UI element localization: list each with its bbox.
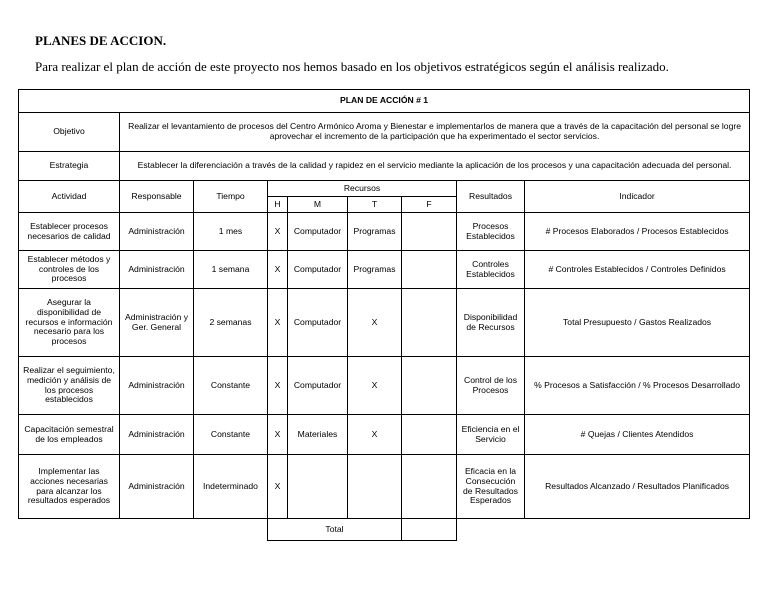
total-label: Total <box>268 519 402 541</box>
cell-resultados: Controles Establecidos <box>457 251 525 289</box>
header-m: M <box>288 197 348 213</box>
cell-f <box>402 357 457 415</box>
cell-f <box>402 415 457 455</box>
cell-indicador: Resultados Alcanzado / Resultados Planificados <box>525 455 750 519</box>
cell-h: X <box>268 289 288 357</box>
cell-f <box>402 251 457 289</box>
cell-t: Programas <box>348 251 402 289</box>
cell-tiempo: 1 semana <box>194 251 268 289</box>
objetivo-text: Realizar el levantamiento de procesos del Centro Armónico Aroma y Bienestar e implementarlos de manera que a través de la capacitación del personal se logre aprovechar el incremento de la participación que ha experimentado el sector servicios. <box>120 113 750 152</box>
cell-tiempo: 1 mes <box>194 213 268 251</box>
estrategia-label: Estrategia <box>19 152 120 181</box>
total-value <box>402 519 457 541</box>
cell-tiempo: Constante <box>194 357 268 415</box>
table-row <box>19 357 750 415</box>
total-spacer-right <box>457 519 750 541</box>
cell-indicador: Total Presupuesto / Gastos Realizados <box>525 289 750 357</box>
cell-resultados: Procesos Establecidos <box>457 213 525 251</box>
cell-actividad: Asegurar la disponibilidad de recursos e información necesario para los procesos <box>19 289 120 357</box>
cell-h: X <box>268 213 288 251</box>
cell-m: Computador <box>288 251 348 289</box>
cell-resultados: Disponibilidad de Recursos <box>457 289 525 357</box>
table-row <box>19 415 750 455</box>
cell-indicador: # Procesos Elaborados / Procesos Establecidos <box>525 213 750 251</box>
cell-responsable: Administración <box>120 213 194 251</box>
header-recursos: Recursos <box>268 181 457 197</box>
cell-t <box>348 455 402 519</box>
cell-m: Computador <box>288 213 348 251</box>
cell-m <box>288 455 348 519</box>
cell-t: X <box>348 415 402 455</box>
cell-indicador: # Controles Establecidos / Controles Definidos <box>525 251 750 289</box>
cell-resultados: Eficacia en la Consecución de Resultados Esperados <box>457 455 525 519</box>
cell-actividad: Establecer métodos y controles de los procesos <box>19 251 120 289</box>
table-row <box>19 251 750 289</box>
cell-actividad: Realizar el seguimiento, medición y análisis de los procesos establecidos <box>19 357 120 415</box>
intro-paragraph: Para realizar el plan de acción de este proyecto nos hemos basado en los objetivos estratégicos según el análisis realizado. <box>35 59 669 74</box>
page-heading: PLANES DE ACCION. <box>35 33 167 48</box>
header-responsable: Responsable <box>120 181 194 213</box>
cell-t: X <box>348 357 402 415</box>
plan-title: PLAN DE ACCIÓN # 1 <box>19 90 750 113</box>
cell-h: X <box>268 251 288 289</box>
header-indicador: Indicador <box>525 181 750 213</box>
total-spacer <box>19 519 268 541</box>
header-f: F <box>402 197 457 213</box>
cell-indicador: # Quejas / Clientes Atendidos <box>525 415 750 455</box>
cell-resultados: Eficiencia en el Servicio <box>457 415 525 455</box>
table-row <box>19 289 750 357</box>
cell-responsable: Administración y Ger. General <box>120 289 194 357</box>
header-actividad: Actividad <box>19 181 120 213</box>
action-plan-table <box>18 89 750 541</box>
header-t: T <box>348 197 402 213</box>
cell-responsable: Administración <box>120 251 194 289</box>
cell-m: Materiales <box>288 415 348 455</box>
cell-m: Computador <box>288 357 348 415</box>
header-resultados: Resultados <box>457 181 525 213</box>
cell-tiempo: Indeterminado <box>194 455 268 519</box>
cell-f <box>402 289 457 357</box>
cell-h: X <box>268 415 288 455</box>
cell-actividad: Establecer procesos necesarios de calidad <box>19 213 120 251</box>
cell-resultados: Control de los Procesos <box>457 357 525 415</box>
cell-tiempo: 2 semanas <box>194 289 268 357</box>
cell-responsable: Administración <box>120 415 194 455</box>
cell-t: Programas <box>348 213 402 251</box>
header-h: H <box>268 197 288 213</box>
cell-responsable: Administración <box>120 357 194 415</box>
cell-f <box>402 455 457 519</box>
table-row <box>19 455 750 519</box>
cell-h: X <box>268 455 288 519</box>
cell-indicador: % Procesos a Satisfacción / % Procesos Desarrollado <box>525 357 750 415</box>
cell-f <box>402 213 457 251</box>
cell-m: Computador <box>288 289 348 357</box>
cell-actividad: Implementar las acciones necesarias para alcanzar los resultados esperados <box>19 455 120 519</box>
cell-actividad: Capacitación semestral de los empleados <box>19 415 120 455</box>
cell-tiempo: Constante <box>194 415 268 455</box>
cell-t: X <box>348 289 402 357</box>
header-tiempo: Tiempo <box>194 181 268 213</box>
cell-responsable: Administración <box>120 455 194 519</box>
objetivo-label: Objetivo <box>19 113 120 152</box>
table-row <box>19 213 750 251</box>
estrategia-text: Establecer la diferenciación a través de la calidad y rapidez en el servicio mediante la aplicación de los procesos y una capacitación adecuada del personal. <box>120 152 750 181</box>
cell-h: X <box>268 357 288 415</box>
